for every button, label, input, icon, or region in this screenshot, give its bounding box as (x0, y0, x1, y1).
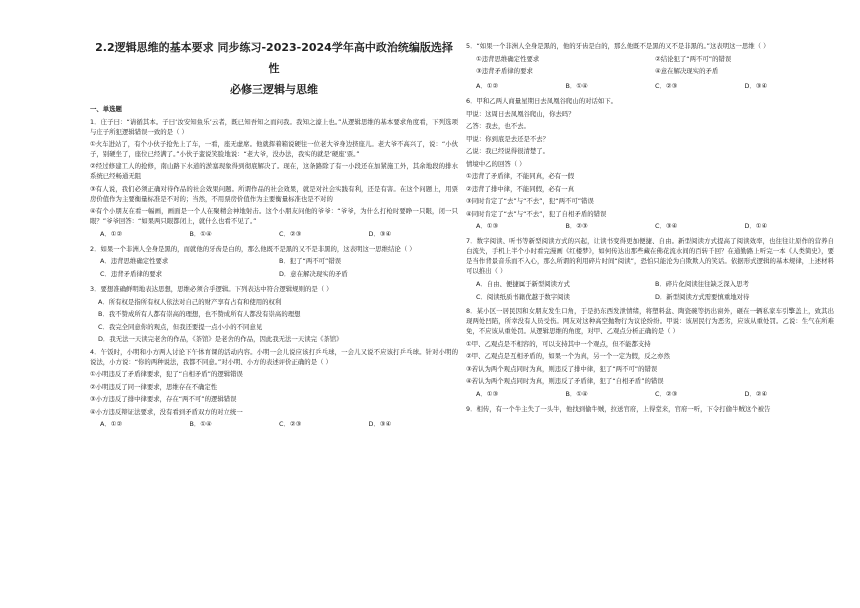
choice-a: A．①② (476, 82, 499, 91)
question-4-choices (90, 420, 458, 430)
choice-c: C．②③ (655, 389, 678, 398)
choice-a: A．所有权是指所有权人依法对自己的财产享有占有和使用的权利 (98, 297, 282, 306)
question-3-stem: 3．要想准确鲜明地表达思想，思维必须合乎逻辑。下列表达中符合逻辑规则的是（ ） (90, 285, 333, 294)
question-7-stem: 7．数字阅读、听书等新型阅读方式的兴起，让读书变得更加便捷、自由。新型阅读方式提高了阅读效率，也往往让原作的营养自白流失，手机上半个小时看完漫画《红楼梦》，如何传达出那些藏在佛花流水间的百转千回？在通勤路上听完一本《人类简史》，要是当作背景音乐而不入心，那么所谓的利用碎片时间“阅读”，恐怕只能沦为自欺欺人的笑话。依据形式逻辑的基本规律，上述材料可以推出（ ） (466, 237, 834, 276)
question-9-stem: 9．相传，有一个牛主失了一头牛，他找到偷牛贼，拉送官府，上得堂来，官府一听，下令打偷牛贼这个被告 (466, 404, 771, 413)
dialogue-line: 甲说：这周日去凤凰谷爬山，你去吗？ (466, 109, 575, 118)
item-3: ③违背矛盾律的要求 (476, 67, 533, 76)
question-1-item-3: ③有人说，我们必须正确对待作品的社会效果问题。所谓作品的社会效果，就是对社会实践有利，还是有害。在这个问题上，用票房价值作为主要衡量标准是不对的；当然，不用票房价值作为主要衡量标准也是不对的 (90, 184, 458, 203)
choice-d: D．③④ (368, 229, 392, 238)
question-6-item-1: ①违背了矛盾律，不能同真，必有一假 (466, 172, 574, 181)
dialogue-line: 甲说：你到底是去还是不去？ (466, 134, 550, 143)
choice-d: D．新型阅读方式需要慎重地对待 (655, 292, 750, 301)
question-6-stem: 6．甲和乙两人商量星期日去凤凰谷爬山的对话如下。 (466, 97, 618, 106)
question-8-stem: 8．某小区一居民因和女朋友发生口角，于是扔东西发泄情绪，将塑料盆、陶瓷碗等扔出窗外，砸在一辆私家车引擎盖上，致其出现两处凹陷，所幸没有人员受伤。网友对这种高空抛物行为议论纷纷。甲说：该居民行为恶劣，应该从重处罚。乙说：生气在所难免，不应该从重处罚。从逻辑思维的角度，对甲、乙观点分析正确的是（ ） (466, 307, 834, 336)
question-6-item-4: ④同时肯定了“去”与“不去”，犯了自相矛盾的错误 (466, 209, 607, 218)
choice-d: D．③④ (368, 420, 392, 429)
question-8-item-4: ④若认为两个观点同时为真，则违反了矛盾律，犯了“自相矛盾”的错误 (466, 377, 664, 386)
choice-b: B．①④ (565, 389, 588, 398)
choice-b: B．①④ (189, 420, 212, 429)
choice-a: A．①③ (476, 222, 499, 231)
question-6-item-2: ②违背了排中律，不能同假，必有一真 (466, 184, 574, 193)
choice-c: C．阅读纸质书籍优越于数字阅读 (476, 292, 570, 301)
choice-c: C．②③ (655, 82, 678, 91)
question-8-item-2: ②甲、乙观点是互相矛盾的，如果一个为真，另一个一定为假，反之亦然 (466, 352, 670, 361)
question-4-item-2: ②小明违反了同一律要求，思维存在不确定性 (90, 382, 218, 391)
question-2-stem: 2．如果一个非洲人全身是黑的，而就他的牙齿是白的，那么他既不是黑的又不是非黑的，这表明这一思维结论（ ） (90, 244, 416, 253)
choice-b: B．②③ (565, 222, 588, 231)
title-line-1: 2.2逻辑思维的基本要求 同步练习-2023-2024学年高中政治统编版选择性 (95, 41, 453, 75)
question-8-item-1: ①甲、乙观点是不相容的，可以支持其中一个观点，但不能都支持 (466, 339, 651, 348)
question-1-stem: 1．庄子曰：“请循其本。子曰‘汝安知鱼乐’云者，既已知吾知之而问我。我知之濠上也。”从逻辑思维的基本要求角度看，下列选项与庄子所犯逻辑错误一致的是（ ） (90, 117, 458, 136)
left-column (90, 38, 458, 435)
choice-a: A．自由、便捷属于新型阅读方式 (476, 279, 570, 288)
question-5-items (466, 55, 834, 78)
question-6-item-3: ③同时肯定了“去”与“不去”，犯“两不可”错误 (466, 197, 594, 206)
section-heading: 一、单选题 (90, 104, 122, 113)
choice-b: B．①④ (189, 229, 212, 238)
question-1-item-2: ②经过修建工人的抢修，南山路下水道的淤塞现象得到彻底解决了。现在，这条路除了有一小段还在加紧施工外，其余地段的排水系统已经畅通无阻 (90, 162, 458, 181)
choice-c: C．②③ (279, 420, 302, 429)
question-8-choices (466, 390, 834, 400)
choice-a: A．①② (100, 229, 123, 238)
question-4-stem: 4．午饭时，小明和小方两人讨论下午体育课的活动内容。小明一会儿说应该打乒乓球，一会儿又说不应该打乒乓球。针对小明的说法，小方说：“你的两种说法，我都不同意。”对小明、小方的表述评价正确的是（ ） (90, 347, 458, 366)
question-1-item-4: ④有个小朋友在看一幅画，画面是一个人在聚精会神地射击。这个小朋友问他的爷爷：“爷爷，为什么打枪时要睁一只眼，闭一只眼？”爷爷回答：“如果两只眼都闭上，就什么也看不见了。” (90, 207, 458, 226)
choice-b: B．①④ (565, 82, 588, 91)
question-6-prompt: 情境中乙的回答（ ） (466, 159, 526, 168)
choice-c: C．③④ (655, 222, 678, 231)
choice-d: D．③④ (744, 82, 768, 91)
choice-b: B．碎片化阅读往往缺乏深入思考 (655, 279, 749, 288)
dialogue-line: 乙答：我去，也不去。 (466, 122, 530, 131)
question-2-choices (90, 257, 458, 280)
choice-d: D．意在解决现实的矛盾 (279, 270, 348, 279)
choice-b: B．犯了“两不可”错误 (279, 257, 342, 266)
question-1-choices (90, 230, 458, 240)
choice-a: A．①② (100, 420, 123, 429)
question-5-stem: 5．“如果一个非洲人全身是黑的，他的牙齿是白的，那么他既不是黑的又不是非黑的。”这表明这一思维（ ） (466, 42, 770, 50)
right-column (466, 42, 834, 417)
item-2: ②结论犯了“两不可”的错误 (655, 54, 732, 63)
question-4-item-1: ①小明违反了矛盾律要求，犯了“自相矛盾”的逻辑错误 (90, 370, 243, 379)
choice-c: C．违背矛盾律的要求 (100, 270, 162, 279)
dialogue-line: 乙说：我已经说得很清楚了。 (466, 147, 550, 156)
item-1: ①违背思维确定性要求 (476, 54, 540, 63)
choice-d: D．②④ (744, 389, 768, 398)
choice-d: D．①④ (744, 222, 768, 231)
choice-a: A．①③ (476, 389, 499, 398)
choice-c: C．②③ (279, 229, 302, 238)
question-5-choices (466, 82, 834, 92)
title-line-2: 必修三逻辑与思维 (230, 82, 318, 96)
question-6-choices (466, 222, 834, 232)
question-4-item-4: ④小方违反辩证法要求，没有看到矛盾双方的对立统一 (90, 407, 243, 416)
question-7-choices (466, 280, 834, 303)
choice-b: B．我不赞成所有人都有崇高的理想，也不赞成所有人都没有崇高的理想 (98, 310, 301, 319)
choice-d: D．我无法一天读完老舍的作品，《茶馆》是老舍的作品，因此我无法一天读完《茶馆》 (98, 335, 343, 344)
document-title (90, 38, 458, 101)
choice-c: C．我完全同意你的观点，但我还要提一点小小的不同意见 (98, 322, 263, 331)
question-8-item-3: ③若认为两个观点同时为真，则违反了排中律，犯了“两不可”的错误 (466, 364, 658, 373)
question-1-item-1: ①火车进站了，有个小伙子抢先上了车，一看，座无虚席。他就挥着箱说硬往一位老大爷身边挤座儿。老大爷不高兴了，说：“小伙子，别硬坐了，座位已经满了。”小伙子蛮说笑脸地说：“老大爷，没办法，我实的就是‘硬座’票。” (90, 140, 458, 158)
item-4: ④意在解决现实的矛盾 (655, 67, 719, 76)
question-4-item-3: ③小方违反了排中律要求，存在“两不可”的逻辑错误 (90, 395, 237, 404)
choice-a: A．违背思维确定性要求 (100, 257, 169, 266)
